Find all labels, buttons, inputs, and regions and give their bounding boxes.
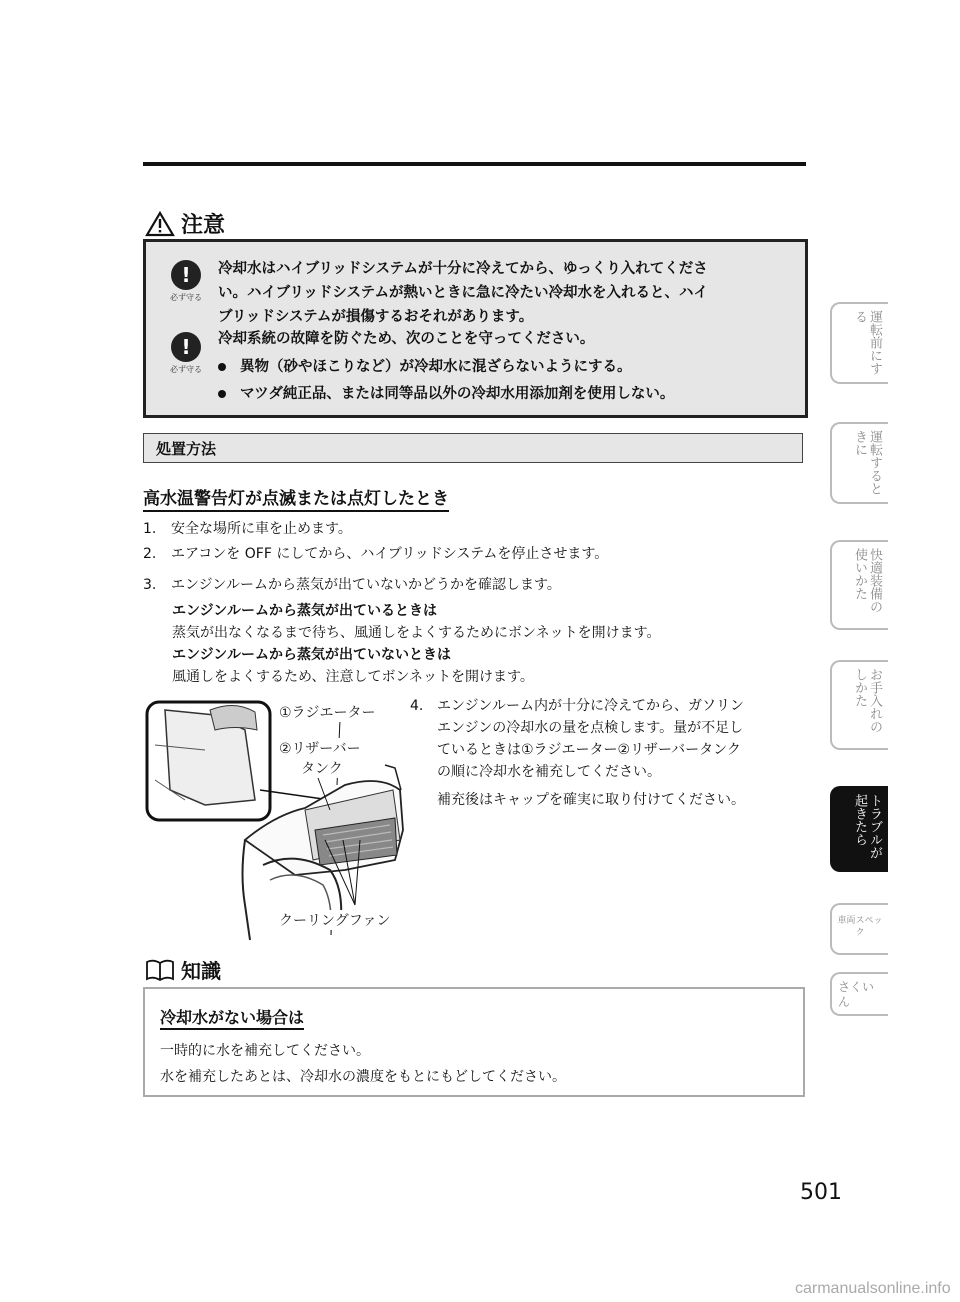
condition2-text: 風通しをよくするため、注意してボンネットを開けます。 <box>172 669 534 685</box>
label-reservoir: ②リザーバー <box>279 738 361 758</box>
engine-room-drawing <box>145 690 415 945</box>
warning-triangle-icon <box>145 211 175 237</box>
step-2: 2. エアコンを OFF にしてから、ハイブリッドシステムを停止させます。 <box>143 546 609 562</box>
tab-while-driving[interactable]: 運転するときに <box>830 422 888 504</box>
top-rule <box>143 162 806 166</box>
tab-before-driving[interactable]: 運転前にする <box>830 302 888 384</box>
condition1-text: 蒸気が出なくなるまで待ち、風通しをよくするためにボンネットを開けます。 <box>172 625 661 641</box>
subheading: 高水温警告灯が点滅または点灯したとき <box>143 484 449 512</box>
knowledge-line: 水を補充したあとは、冷却水の濃度をもとにもどしてください。 <box>160 1069 566 1085</box>
must-follow-icon: ! 必ず守る <box>166 260 206 303</box>
knowledge-title: 知識 <box>181 959 221 983</box>
caution-bullet: マツダ純正品、または同等品以外の冷却水用添加剤を使用しない。 <box>218 382 674 403</box>
caution-title: 注意 <box>181 213 226 238</box>
knowledge-line: 一時的に水を補充してください。 <box>160 1043 370 1059</box>
condition2-heading: エンジンルームから蒸気が出ていないときは <box>172 647 451 663</box>
caution-para1: 冷却水はハイブリッドシステムが十分に冷えてから、ゆっくり入れてくださ い。ハイブリッドシステムが熱いときに急に冷たい冷却水を入れると、ハイ ブリッドシステムが損傷するおそれがあります。 <box>218 261 708 325</box>
footer-watermark: carmanualsonline.info <box>795 1280 951 1297</box>
knowledge-heading <box>145 955 221 984</box>
caution-heading <box>145 208 225 239</box>
tab-comfort-equipment[interactable]: 快適装備の使いかた <box>830 540 888 630</box>
label-radiator: ①ラジエーター <box>279 702 376 722</box>
knowledge-box-title: 冷却水がない場合は <box>160 1005 304 1030</box>
label-reservoir-tank: タンク <box>301 758 343 778</box>
must-follow-icon: ! 必ず守る <box>166 332 206 375</box>
caution-bullet: 異物（砂やほこりなど）が冷却水に混ざらないようにする。 <box>218 355 632 376</box>
step-1: 1. 安全な場所に車を止めます。 <box>143 521 352 537</box>
section-bar: 処置方法 <box>143 433 803 463</box>
tab-specifications[interactable]: 車両スペック <box>830 903 888 955</box>
tab-troubleshooting[interactable]: トラブルが起きたら <box>830 786 888 872</box>
condition1-heading: エンジンルームから蒸気が出ているときは <box>172 603 437 619</box>
tab-maintenance[interactable]: お手入れのしかた <box>830 660 888 750</box>
engine-room-illustration <box>145 690 415 945</box>
step-4: 4. エンジンルーム内が十分に冷えてから、ガソリン エンジンの冷却水の量を点検します。量が不足し ているときは①ラジエーター②リザーバータンク の順に冷却水を補充してください。 補充後はキャップを確実に取り付けてください。 <box>410 698 745 808</box>
page-number: 501 <box>800 1180 842 1205</box>
tab-index[interactable]: さくいん <box>830 972 888 1016</box>
caution-para2: 冷却系統の故障を防ぐため、次のことを守ってください。 <box>218 331 595 347</box>
book-icon <box>145 958 175 982</box>
label-cooling-fan: クーリングファン <box>279 910 390 930</box>
step-3: 3. エンジンルームから蒸気が出ていないかどうかを確認します。 <box>143 577 561 593</box>
